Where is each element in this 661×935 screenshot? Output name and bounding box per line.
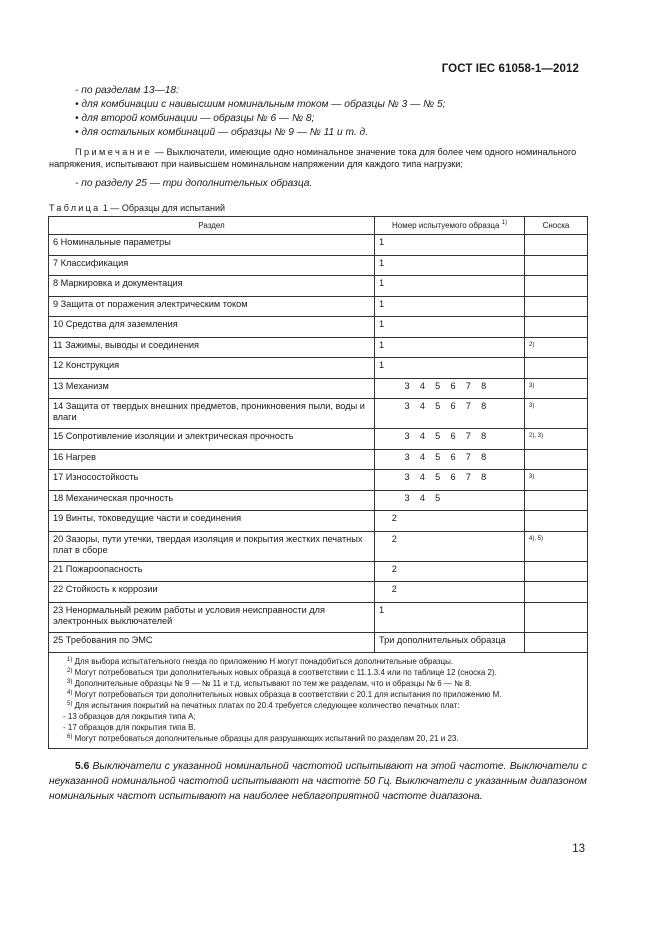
row-note	[525, 296, 588, 317]
row-sample: 1	[375, 235, 525, 256]
row-sample: 1	[375, 255, 525, 276]
table-row	[49, 296, 588, 317]
footnote-text: Могут потребоваться три дополнительных новых образца в соответствии с 11.1.3.4 или по таблице 12 (сноска 2).	[72, 668, 497, 677]
row-sample: 2	[375, 511, 525, 532]
table-body	[49, 235, 588, 749]
header-sample-label: Номер испытуемого образца	[392, 221, 500, 230]
footnote	[55, 678, 581, 689]
row-sample: 1	[375, 317, 525, 338]
row-note: 3)	[525, 378, 588, 399]
header-section: Раздел	[49, 217, 375, 235]
row-note	[525, 511, 588, 532]
row-sample: Три дополнительных образца	[375, 632, 525, 653]
footnote-mark: 3)	[67, 679, 73, 685]
row-note: 4), 5)	[525, 531, 588, 561]
table-row	[49, 378, 588, 399]
row-note	[525, 317, 588, 338]
footnote-mark: 4)	[67, 690, 73, 696]
top-list-item: - по разделам 13—18:	[75, 85, 179, 96]
header-note: Сноска	[525, 217, 588, 235]
header-sample-footnote: 1)	[501, 220, 507, 226]
table-row	[49, 337, 588, 358]
row-sample: 1	[375, 276, 525, 297]
top-list-item: • для второй комбинации — образцы № 6 — № 8;	[75, 113, 315, 124]
paragraph-number: 5.6	[75, 761, 90, 772]
row-note	[525, 561, 588, 582]
row-section: 11 Зажимы, выводы и соединения	[49, 337, 375, 358]
paragraph-5-6	[49, 759, 587, 805]
table-caption	[49, 203, 225, 213]
row-section: 22 Стойкость к коррозии	[49, 582, 375, 603]
footnote	[55, 689, 581, 700]
row-section: 12 Конструкция	[49, 358, 375, 379]
footnote-text: Могут потребоваться три дополнительных новых образца в соответствии с 20.1 для испытания по приложению М.	[72, 690, 502, 699]
row-section: 16 Нагрев	[49, 449, 375, 470]
page-number: 13	[572, 843, 585, 855]
paragraph-text: Выключатели с указанной номинальной частотой испытывают на этой частоте. Выключатели с неуказанной номинальной частотой испытывают на частоте 50 Гц. Выключатели с указанным диапазоном номинальных частот испытывают на наиболее неблагоприятной частоте диапазона.	[49, 761, 587, 803]
row-sample: 3 4 5 6 7 8	[375, 449, 525, 470]
top-list-item: • для комбинации с наивысшим номинальным током — образцы № 3 — № 5;	[75, 99, 446, 110]
table-row	[49, 531, 588, 561]
table-row	[49, 255, 588, 276]
row-section: 20 Зазоры, пути утечки, твердая изоляция и покрытия жестких печатных плат в сборе	[49, 531, 375, 561]
footnote	[55, 700, 581, 711]
row-note	[525, 358, 588, 379]
table-row	[49, 470, 588, 491]
footnote-text: Для испытания покрытий на печатных платах по 20.4 требуется следующее количество печатных плат:	[72, 701, 460, 710]
table-row	[49, 358, 588, 379]
row-note	[525, 276, 588, 297]
footnote	[55, 667, 581, 678]
footnote-mark: 6)	[67, 734, 73, 740]
row-sample: 1	[375, 337, 525, 358]
row-sample: 1	[375, 296, 525, 317]
table-row	[49, 449, 588, 470]
note-text: — Выключатели, имеющие одно номинальное значение тока для более чем одного номинального напряжения, испытывают при наивысшем номинальном напряжении для каждого типа нагрузки;	[49, 147, 577, 170]
footnote-text: Для выбора испытательного гнезда по приложению Н могут понадобиться дополнительные образцы.	[72, 657, 454, 666]
footnote-mark: 1)	[67, 657, 73, 663]
table-row	[49, 561, 588, 582]
row-sample: 3 4 5 6 7 8	[375, 378, 525, 399]
table-footnotes	[49, 653, 588, 749]
row-note	[525, 602, 588, 632]
table-row	[49, 317, 588, 338]
row-sample: 2	[375, 531, 525, 561]
row-sample: 2	[375, 582, 525, 603]
row-note	[525, 582, 588, 603]
document-header: ГОСТ IEC 61058-1—2012	[441, 63, 579, 75]
row-sample: 1	[375, 602, 525, 632]
row-note	[525, 255, 588, 276]
row-sample: 3 4 5 6 7 8	[375, 399, 525, 429]
row-note: 2)	[525, 337, 588, 358]
top-list-item: • для остальных комбинаций — образцы № 9 — № 11 и т. д.	[75, 127, 369, 138]
footnote	[55, 656, 581, 667]
table-row	[49, 602, 588, 632]
table-row	[49, 399, 588, 429]
row-section: 25 Требования по ЭМС	[49, 632, 375, 653]
table-caption-title: 1 — Образцы для испытаний	[100, 203, 226, 213]
row-note	[525, 490, 588, 511]
row-sample: 3 4 5 6 7 8	[375, 470, 525, 491]
clause25-line: - по разделу 25 — три дополнительных образца.	[75, 178, 313, 189]
footnote	[55, 733, 581, 744]
table-row	[49, 511, 588, 532]
row-section: 10 Средства для заземления	[49, 317, 375, 338]
row-note: 3)	[525, 399, 588, 429]
row-section: 23 Ненормальный режим работы и условия неисправности для электронных выключателей	[49, 602, 375, 632]
table-row	[49, 582, 588, 603]
table-row	[49, 490, 588, 511]
row-section: 8 Маркировка и документация	[49, 276, 375, 297]
footnote-line: - 17 образцов для покрытия типа В.	[63, 723, 196, 732]
row-section: 7 Классификация	[49, 255, 375, 276]
row-section: 6 Номинальные параметры	[49, 235, 375, 256]
row-sample: 3 4 5 6 7 8	[375, 429, 525, 450]
table-row	[49, 429, 588, 450]
footnote-text: Могут потребоваться дополнительные образцы для разрушающих испытаний по разделам 20, 21 и 23.	[72, 734, 459, 743]
samples-table	[48, 216, 588, 749]
row-note	[525, 235, 588, 256]
note-label: Примечание	[75, 147, 153, 157]
row-sample: 2	[375, 561, 525, 582]
row-note: 2), 3)	[525, 429, 588, 450]
row-section: 9 Защита от поражения электрическим током	[49, 296, 375, 317]
footnote-mark: 2)	[67, 668, 73, 674]
row-note	[525, 632, 588, 653]
table-footnotes-row	[49, 653, 588, 749]
footnote-text: Дополнительные образцы № 9 — № 11 и т.д. испытывают по тем же разделам, что и образцы № 6 — № 8.	[72, 679, 472, 688]
header-sample	[375, 217, 525, 235]
row-sample: 1	[375, 358, 525, 379]
row-section: 18 Механическая прочность	[49, 490, 375, 511]
row-section: 14 Защита от твердых внешних предметов, проникновения пыли, воды и влаги	[49, 399, 375, 429]
row-section: 21 Пожароопасность	[49, 561, 375, 582]
footnote-line: - 13 образцов для покрытия типа А;	[63, 712, 196, 721]
row-section: 15 Сопротивление изоляции и электрическая прочность	[49, 429, 375, 450]
row-section: 19 Винты, токоведущие части и соединения	[49, 511, 375, 532]
table-row	[49, 235, 588, 256]
table-row	[49, 632, 588, 653]
footnote-mark: 5)	[67, 701, 73, 707]
row-section: 13 Механизм	[49, 378, 375, 399]
table-caption-label: Таблица	[49, 203, 101, 213]
row-note: 3)	[525, 470, 588, 491]
row-note	[525, 449, 588, 470]
row-sample: 3 4 5	[375, 490, 525, 511]
row-section: 17 Износостойкость	[49, 470, 375, 491]
note-paragraph	[49, 146, 587, 170]
table-row	[49, 276, 588, 297]
